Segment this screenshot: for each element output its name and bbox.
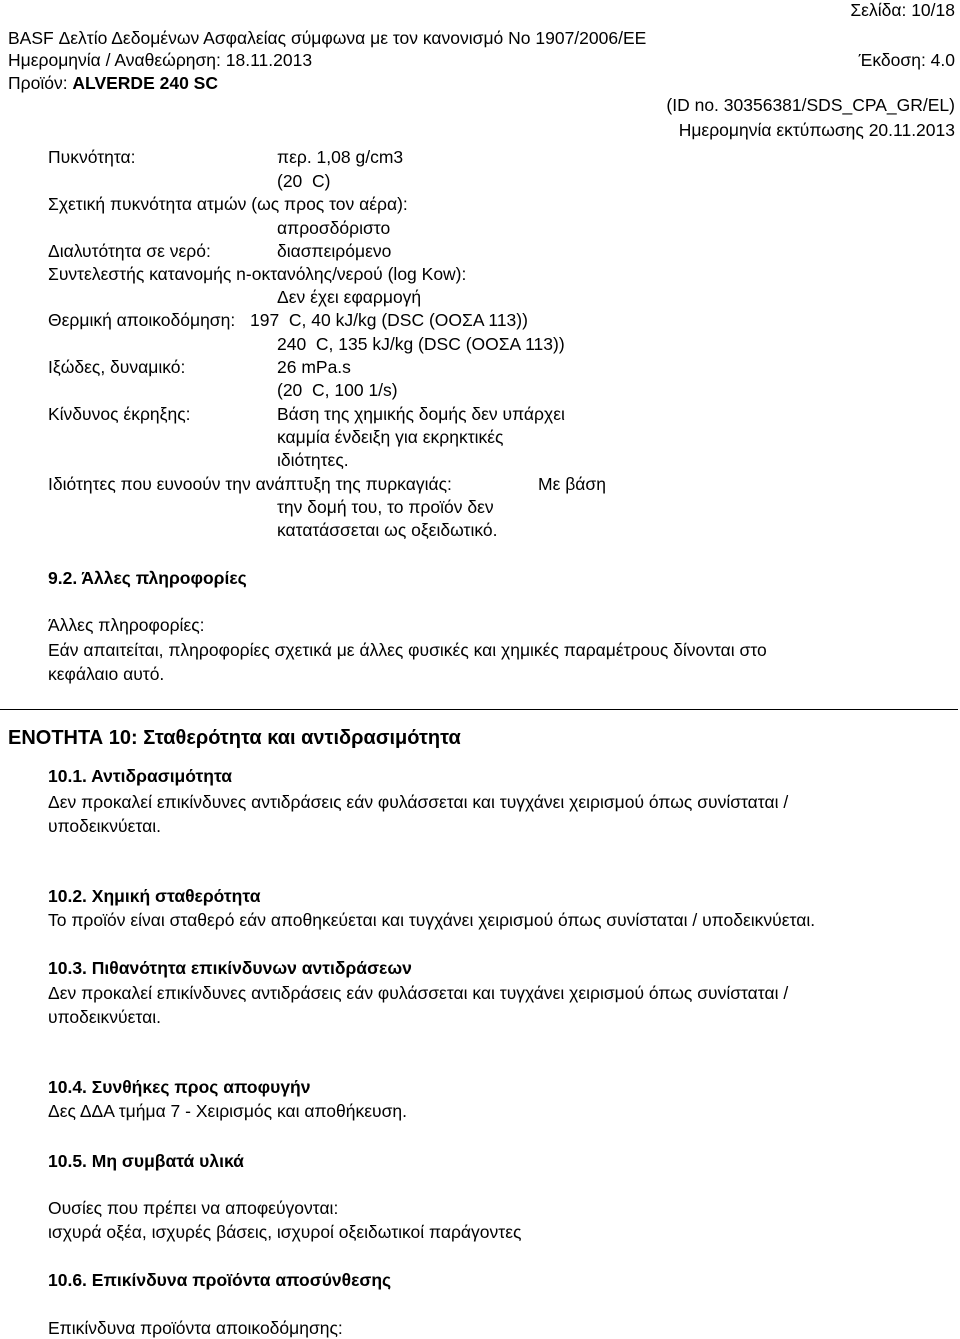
- product-name: ALVERDE 240 SC: [72, 73, 218, 93]
- product-line: [8, 72, 218, 94]
- property-label-vapour-density: Σχετική πυκνότητα ατμών (ως προς τον αέρα):: [48, 194, 408, 214]
- property-value-vapour-density: απροσδόριστο: [277, 218, 391, 238]
- other-info-text-2: κεφάλαιο αυτό.: [48, 664, 165, 684]
- subsection-10-6-heading: 10.6. Επικίνδυνα προϊόντα αποσύνθεσης: [48, 1270, 392, 1290]
- subsection-10-3-text-1: Δεν προκαλεί επικίνδυνες αντιδράσεις εάν φυλάσσεται και τυγχάνει χειρισμού όπως συνίσταται /: [48, 983, 789, 1003]
- property-value-viscosity: 26 mPa.s: [277, 357, 351, 377]
- property-value-density-condition: (20 C): [277, 171, 331, 191]
- subsection-10-3-text-2: υποδεικνύεται.: [48, 1007, 161, 1027]
- property-value-explosion-hazard-2: καμμία ένδειξη για εκρηκτικές: [277, 427, 504, 447]
- property-value-fire-promoting-3: κατατάσσεται ως οξειδωτικό.: [277, 520, 498, 540]
- property-label-viscosity: Ιξώδες, δυναμικό:: [48, 357, 186, 377]
- other-info-text-1: Εάν απαιτείται, πληροφορίες σχετικά με άλλες φυσικές και χημικές παραμέτρους δίνονται στο: [48, 640, 767, 660]
- document-id: (ID no. 30356381/SDS_CPA_GR/EL): [666, 95, 955, 115]
- version: Έκδοση: 4.0: [858, 50, 955, 70]
- property-value-thermal-decomposition-1: 197 C, 40 kJ/kg (DSC (ΟΟΣΑ 113)): [250, 310, 528, 330]
- property-label-thermal-decomposition: Θερμική αποικοδόμηση:: [48, 310, 236, 330]
- print-date: Ημερομηνία εκτύπωσης 20.11.2013: [678, 120, 955, 140]
- subsection-10-5-text-2: ισχυρά οξέα, ισχυρές βάσεις, ισχυροί οξειδωτικοί παράγοντες: [48, 1222, 522, 1242]
- other-info-label: Άλλες πληροφορίες:: [48, 615, 205, 635]
- section-10-heading: ΕΝΟΤΗΤΑ 10: Σταθερότητα και αντιδρασιμότητα: [8, 727, 461, 749]
- section-9-2-heading: 9.2. Άλλες πληροφορίες: [48, 568, 247, 588]
- product-label: Προϊόν:: [8, 73, 73, 93]
- subsection-10-5-text-1: Ουσίες που πρέπει να αποφεύγονται:: [48, 1198, 339, 1218]
- page-number: Σελίδα: 10/18: [850, 0, 955, 20]
- subsection-10-3-heading: 10.3. Πιθανότητα επικίνδυνων αντιδράσεων: [48, 958, 412, 978]
- property-value-explosion-hazard-3: ιδιότητες.: [277, 450, 349, 470]
- property-label-density: Πυκνότητα:: [48, 147, 136, 167]
- property-label-explosion-hazard: Κίνδυνος έκρηξης:: [48, 404, 191, 424]
- subsection-10-1-text-1: Δεν προκαλεί επικίνδυνες αντιδράσεις εάν φυλάσσεται και τυγχάνει χειρισμού όπως συνίσταται /: [48, 792, 789, 812]
- subsection-10-5-heading: 10.5. Μη συμβατά υλικά: [48, 1151, 244, 1171]
- subsection-10-4-text-1: Δες ΔΔΑ τμήμα 7 - Χειρισμός και αποθήκευση.: [48, 1101, 408, 1121]
- document-title: BASF Δελτίο Δεδομένων Ασφαλείας σύμφωνα με τον κανονισμό Νο 1907/2006/ΕΕ: [8, 28, 647, 48]
- subsection-10-2-heading: 10.2. Χημική σταθερότητα: [48, 886, 261, 906]
- property-label-partition-coefficient: Συντελεστής κατανομής n-οκτανόλης/νερού (log Kow):: [48, 264, 467, 284]
- property-value-fire-promoting-2: την δομή του, το προϊόν δεν: [277, 497, 494, 517]
- property-value-viscosity-condition: (20 C, 100 1/s): [277, 380, 398, 400]
- subsection-10-2-text-1: Το προϊόν είναι σταθερό εάν αποθηκεύεται και τυγχάνει χειρισμού όπως συνίσταται / υποδεικνύεται.: [48, 910, 816, 930]
- property-value-fire-promoting-1: Με βάση: [538, 474, 606, 494]
- property-value-partition-coefficient: Δεν έχει εφαρμογή: [277, 287, 422, 307]
- property-value-density: περ. 1,08 g/cm3: [277, 147, 404, 167]
- property-value-thermal-decomposition-2: 240 C, 135 kJ/kg (DSC (ΟΟΣΑ 113)): [277, 334, 565, 354]
- subsection-10-1-heading: 10.1. Αντιδρασιμότητα: [48, 766, 233, 786]
- subsection-10-6-text-1: Επικίνδυνα προϊόντα αποικοδόμησης:: [48, 1318, 343, 1338]
- property-value-explosion-hazard-1: Βάση της χημικής δομής δεν υπάρχει: [277, 404, 565, 424]
- property-label-solubility: Διαλυτότητα σε νερό:: [48, 241, 211, 261]
- property-value-solubility: διασπειρόμενο: [277, 241, 392, 261]
- subsection-10-1-text-2: υποδεικνύεται.: [48, 816, 161, 836]
- property-label-fire-promoting: Ιδιότητες που ευνοούν την ανάπτυξη της πυρκαγιάς:: [48, 474, 452, 494]
- section-divider: [0, 709, 958, 710]
- revision-date: Ημερομηνία / Αναθεώρηση: 18.11.2013: [8, 50, 313, 70]
- subsection-10-4-heading: 10.4. Συνθήκες προς αποφυγήν: [48, 1077, 311, 1097]
